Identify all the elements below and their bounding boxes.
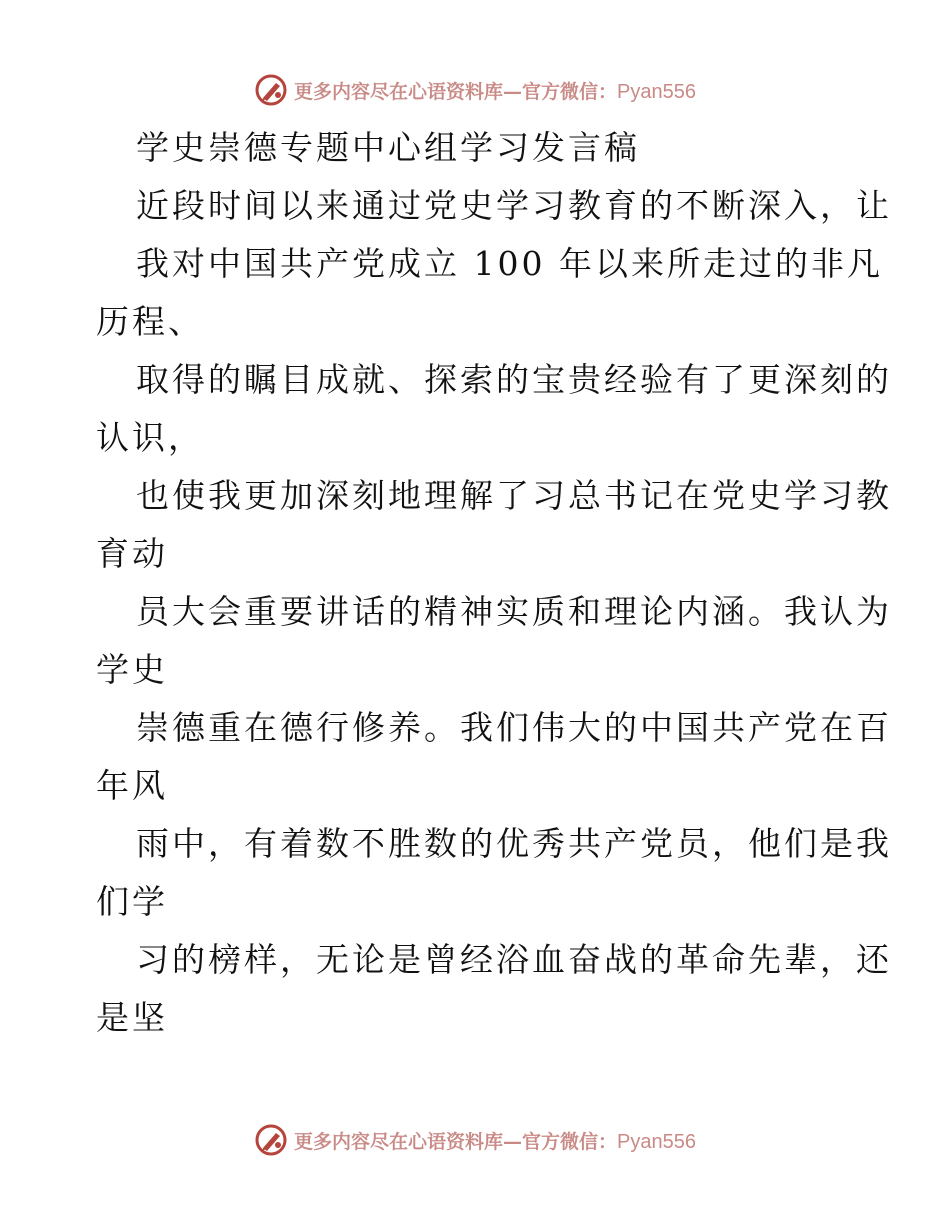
paragraph-line: 员大会重要讲话的精神实质和理论内涵。我认为 <box>136 592 892 631</box>
paragraph-line: 是坚 <box>96 998 168 1037</box>
watermark-text: 更多内容尽在心语资料库—官方微信：Pyan556 <box>294 1130 696 1153</box>
document-title: 学史崇德专题中心组学习发言稿 <box>136 128 640 167</box>
pen-seal-logo-icon <box>254 73 288 107</box>
paragraph-line: 学史 <box>96 650 168 689</box>
pen-seal-logo-icon <box>254 1123 288 1157</box>
paragraph-line: 近段时间以来通过党史学习教育的不断深入，让 <box>136 186 892 225</box>
paragraph-line: 历程、 <box>96 302 204 341</box>
paragraph-line: 认识， <box>96 418 204 457</box>
paragraph-line: 取得的瞩目成就、探索的宝贵经验有了更深刻的 <box>136 360 892 399</box>
paragraph-line: 习的榜样，无论是曾经浴血奋战的革命先辈，还 <box>136 940 892 979</box>
header-watermark <box>0 70 950 110</box>
paragraph-line: 雨中，有着数不胜数的优秀共产党员，他们是我 <box>136 824 892 863</box>
paragraph-line: 们学 <box>96 882 168 921</box>
paragraph-line: 育动 <box>96 534 168 573</box>
footer-watermark <box>0 1120 950 1160</box>
paragraph-line: 我对中国共产党成立 100 年以来所走过的非凡 <box>136 244 883 283</box>
paragraph-line: 年风 <box>96 766 168 805</box>
paragraph-line: 也使我更加深刻地理解了习总书记在党史学习教 <box>136 476 892 515</box>
paragraph-line: 崇德重在德行修养。我们伟大的中国共产党在百 <box>136 708 892 747</box>
watermark-text: 更多内容尽在心语资料库—官方微信：Pyan556 <box>294 80 696 103</box>
